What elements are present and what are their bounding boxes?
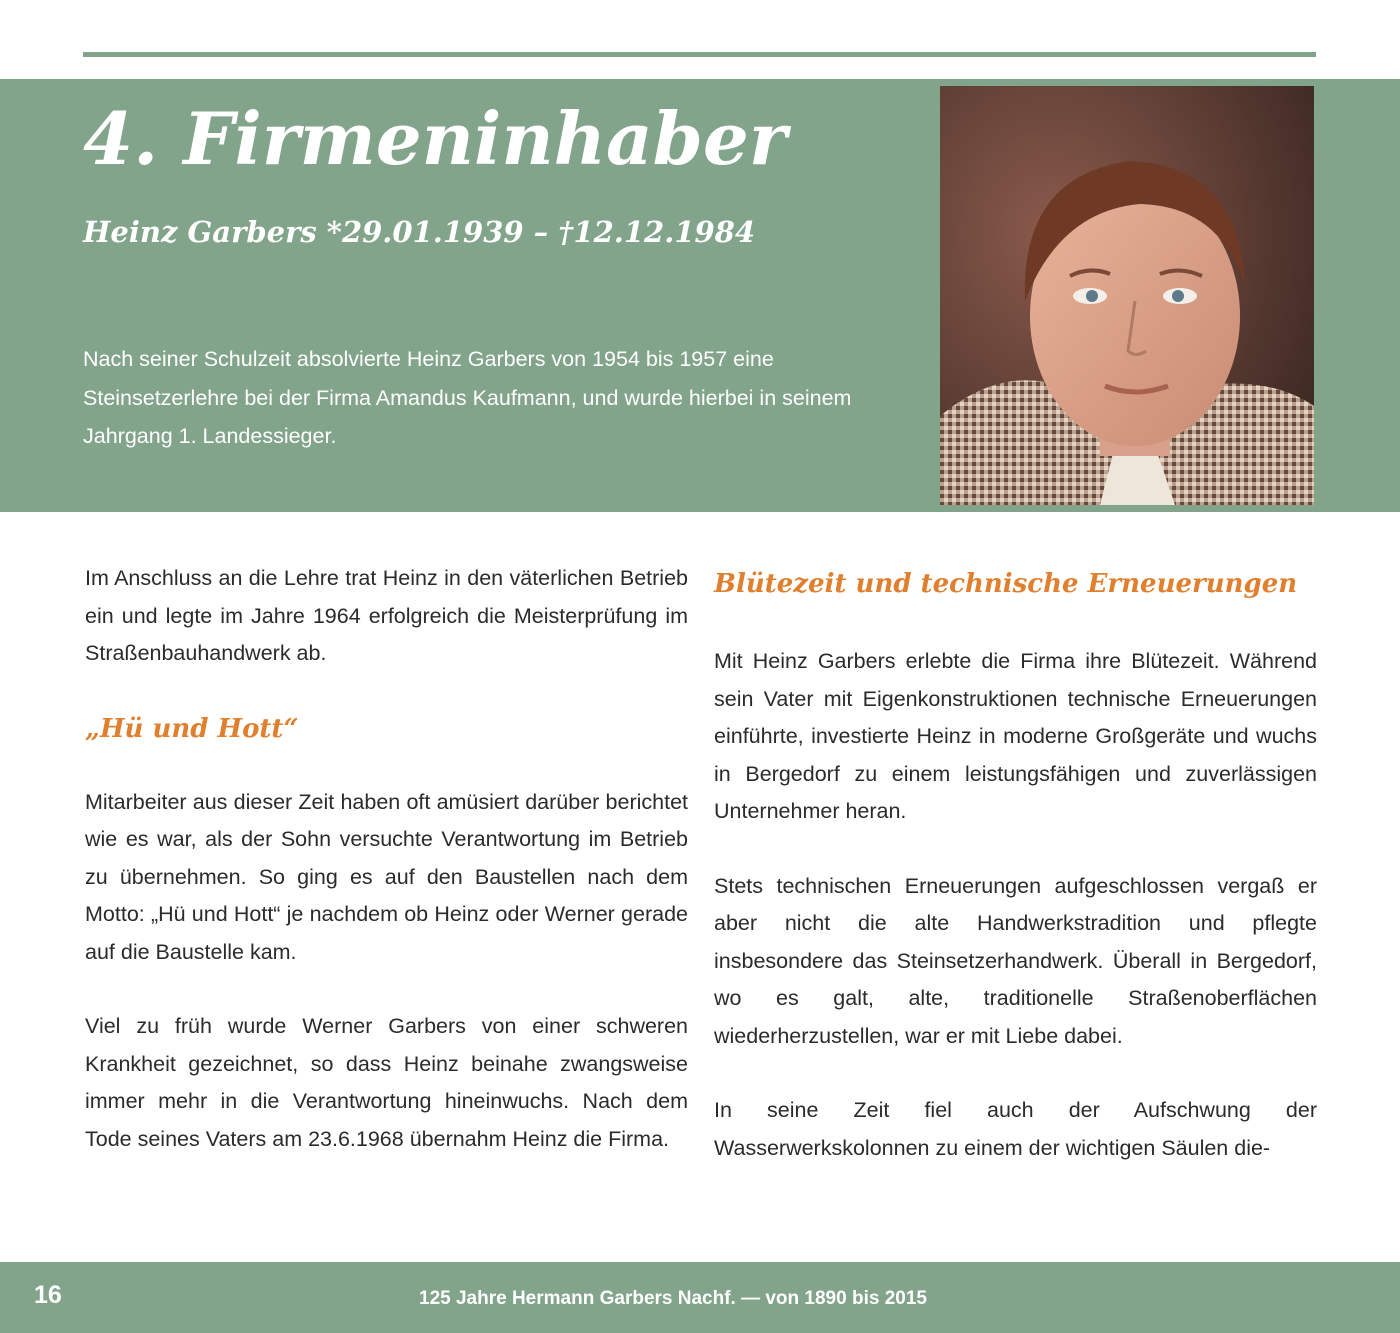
page-subtitle: Heinz Garbers *29.01.1939 – †12.12.1984	[83, 215, 756, 249]
right-column	[714, 560, 1317, 1167]
section-heading-bluetezeit: Blütezeit und technische Erneuerungen	[714, 569, 1298, 599]
left-paragraph-3: Viel zu früh wurde Werner Garbers von einer schweren Krankheit gezeichnet, so dass Heinz beinahe zwangsweise immer mehr in die Verantwortung hineinwuchs. Nach dem Tode seines Vaters am 23.6.1968 übernahm Heinz die Firma.	[85, 1014, 688, 1151]
page-number: 16	[34, 1281, 62, 1309]
left-paragraph-2: Mitarbeiter aus dieser Zeit haben oft amüsiert darüber berichtet wie es war, als der Sohn versuchte Verantwortung im Betrieb zu übernehmen. So ging es auf den Baustellen nach dem Motto: „Hü und Hott“ je nachdem ob Heinz oder Werner gerade auf die Baustelle kam.	[85, 789, 688, 964]
right-paragraph-1: Mit Heinz Garbers erlebte die Firma ihre Blütezeit. Während sein Vater mit Eigenkonstruktionen technische Erneuerungen einführte, investierte Heinz in moderne Großgeräte und wuchs in Bergedorf zu einem leistungsfähigen und zuverlässigen Unternehmer heran.	[714, 649, 1317, 823]
top-rule	[83, 52, 1316, 57]
right-paragraph-2: Stets technischen Erneuerungen aufgeschlossen vergaß er aber nicht die alte Handwerkstradition und pflegte insbesondere das Steinsetzerhandwerk. Überall in Bergedorf, wo es galt, alte, traditionelle Straßenoberflächen wiederherzustellen, war er mit Liebe dabei.	[714, 873, 1317, 1048]
footer-title: 125 Jahre Hermann Garbers Nachf. — von 1890 bis 2015	[419, 1288, 927, 1309]
section-heading-hue-und-hott: „Hü und Hott“	[85, 713, 299, 744]
portrait-photo	[940, 86, 1314, 505]
left-column	[85, 560, 688, 1158]
intro-paragraph: Nach seiner Schulzeit absolvierte Heinz Garbers von 1954 bis 1957 eine Steinsetzerlehre bei der Firma Amandus Kaufmann, und wurde hierbei in seinem Jahrgang 1. Landessieger.	[83, 347, 852, 448]
left-paragraph-1: Im Anschluss an die Lehre trat Heinz in den väterlichen Betrieb ein und legte im Jahre 1964 erfolgreich die Meisterprüfung im Straßenbauhandwerk ab.	[85, 566, 688, 665]
page-title: 4. Firmeninhaber	[83, 96, 787, 181]
right-paragraph-3: In seine Zeit fiel auch der Aufschwung der Wasserwerkskolonnen zu einem der wichtigen Säulen die-	[714, 1098, 1317, 1160]
